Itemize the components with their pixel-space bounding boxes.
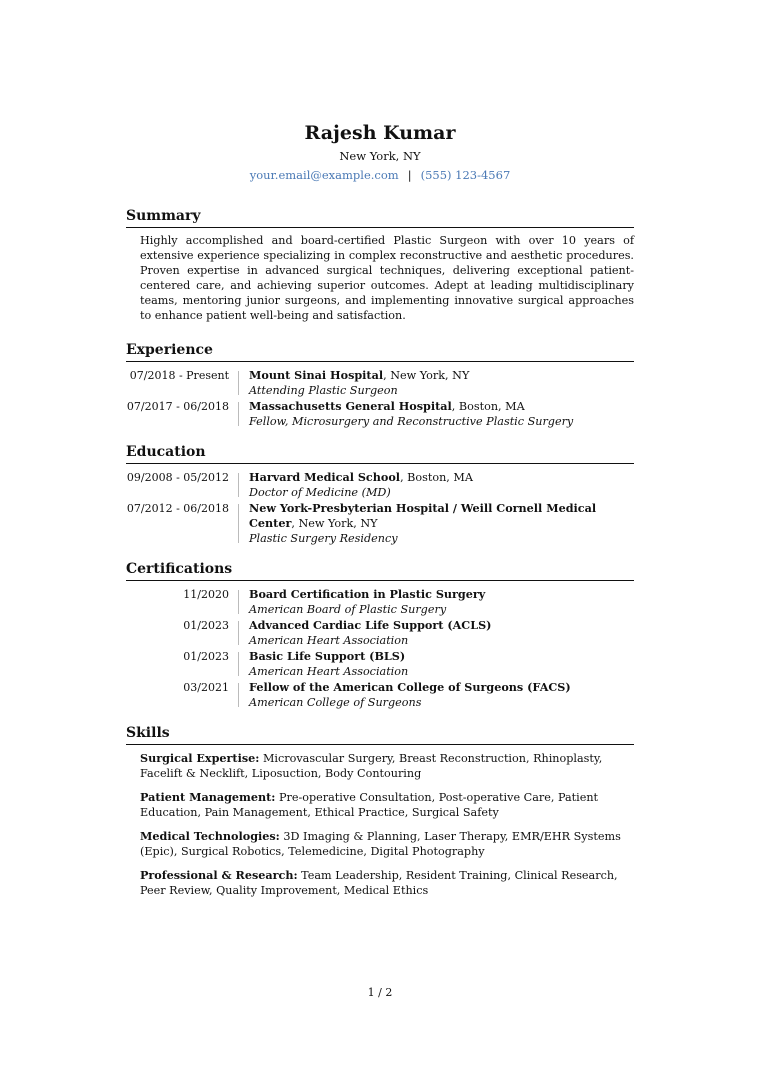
skill-group bbox=[140, 751, 634, 781]
section-title-certifications: Certifications bbox=[126, 560, 634, 581]
section-title-skills: Skills bbox=[126, 724, 634, 745]
skill-label: Professional & Research: bbox=[140, 868, 298, 882]
skill-group bbox=[140, 790, 634, 820]
experience-entry bbox=[126, 399, 634, 429]
entry-role: Attending Plastic Surgeon bbox=[249, 384, 398, 397]
certification-name: Fellow of the American College of Surgeons (FACS) bbox=[249, 680, 571, 694]
entry-date: 01/2023 bbox=[183, 650, 229, 663]
skill-group bbox=[140, 829, 634, 859]
certification-entry bbox=[126, 587, 634, 617]
education-entry bbox=[126, 501, 634, 546]
phone-link[interactable]: (555) 123-4567 bbox=[420, 168, 511, 182]
certification-issuer: American Heart Association bbox=[249, 665, 409, 678]
certification-name: Advanced Cardiac Life Support (ACLS) bbox=[249, 618, 492, 632]
education-section bbox=[126, 443, 634, 546]
entry-role: Plastic Surgery Residency bbox=[249, 532, 398, 545]
certification-entry bbox=[126, 680, 634, 710]
entry-date: 07/2017 - 06/2018 bbox=[126, 400, 229, 413]
skills-section bbox=[126, 724, 634, 898]
entry-location: , New York, NY bbox=[291, 517, 378, 530]
certification-issuer: American College of Surgeons bbox=[249, 696, 422, 709]
skill-label: Surgical Expertise: bbox=[140, 751, 260, 765]
certification-entry bbox=[126, 618, 634, 648]
resume-header bbox=[0, 121, 760, 183]
contact-separator: | bbox=[407, 168, 412, 182]
certifications-section bbox=[126, 560, 634, 710]
skill-group bbox=[140, 868, 634, 898]
summary-text: Highly accomplished and board-certified Plastic Surgeon with over 10 years of extensive experience specializing in complex reconstructive and aesthetic procedures. Proven expertise in advanced surgical techniques, delivering exceptional patient-centered care, and achieving superior outcomes. Adept at leading multidisciplinary teams, mentoring junior surgeons, and implementing innovative surgical approaches to enhance patient well-being and satisfaction. bbox=[140, 234, 634, 322]
skill-text: Microvascular Surgery, Breast Reconstruction, Rhinoplasty, Facelift & Necklift, Liposuction, Body Contouring bbox=[140, 752, 603, 780]
certification-name: Basic Life Support (BLS) bbox=[249, 649, 406, 663]
certification-issuer: American Board of Plastic Surgery bbox=[249, 603, 447, 616]
entry-location: , New York, NY bbox=[383, 369, 470, 382]
section-title-education: Education bbox=[126, 443, 634, 464]
entry-location: , Boston, MA bbox=[451, 400, 525, 413]
entry-date: 09/2008 - 05/2012 bbox=[126, 471, 229, 484]
entry-date: 07/2018 - Present bbox=[129, 369, 229, 382]
entry-role: Doctor of Medicine (MD) bbox=[249, 486, 391, 499]
entry-role: Fellow, Microsurgery and Reconstructive Plastic Surgery bbox=[249, 415, 574, 428]
resume-content bbox=[126, 207, 634, 912]
entry-date: 01/2023 bbox=[183, 619, 229, 632]
summary-section bbox=[126, 207, 634, 323]
skill-label: Patient Management: bbox=[140, 790, 276, 804]
certification-name: Board Certification in Plastic Surgery bbox=[249, 587, 486, 601]
entry-organization: Harvard Medical School bbox=[249, 470, 401, 484]
section-title-experience: Experience bbox=[126, 341, 634, 362]
person-name: Rajesh Kumar bbox=[304, 122, 456, 144]
skill-label: Medical Technologies: bbox=[140, 829, 280, 843]
experience-section bbox=[126, 341, 634, 429]
contact-line bbox=[0, 167, 760, 183]
skill-text: 3D Imaging & Planning, Laser Therapy, EMR/EHR Systems (Epic), Surgical Robotics, Telemedicine, Digital Photography bbox=[140, 830, 621, 858]
entry-date: 11/2020 bbox=[183, 588, 229, 601]
entry-organization: Massachusetts General Hospital bbox=[249, 399, 452, 413]
experience-entry bbox=[126, 368, 634, 398]
section-title-summary: Summary bbox=[126, 207, 634, 228]
email-link[interactable]: your.email@example.com bbox=[249, 168, 399, 182]
entry-date: 07/2012 - 06/2018 bbox=[126, 502, 229, 515]
certification-entry bbox=[126, 649, 634, 679]
skill-text: Pre-operative Consultation, Post-operative Care, Patient Education, Pain Management, Ethical Practice, Surgical Safety bbox=[140, 791, 599, 819]
education-entry bbox=[126, 470, 634, 500]
skill-text: Team Leadership, Resident Training, Clinical Research, Peer Review, Quality Improvement, Medical Ethics bbox=[140, 869, 618, 897]
entry-location: , Boston, MA bbox=[400, 471, 473, 484]
entry-organization: Mount Sinai Hospital bbox=[249, 368, 384, 382]
entry-date: 03/2021 bbox=[183, 681, 229, 694]
entry-organization: New York-Presbyterian Hospital / Weill Cornell Medical Center bbox=[249, 501, 597, 530]
page-number: 1 / 2 bbox=[367, 986, 393, 999]
certification-issuer: American Heart Association bbox=[249, 634, 409, 647]
person-location: New York, NY bbox=[339, 149, 421, 163]
